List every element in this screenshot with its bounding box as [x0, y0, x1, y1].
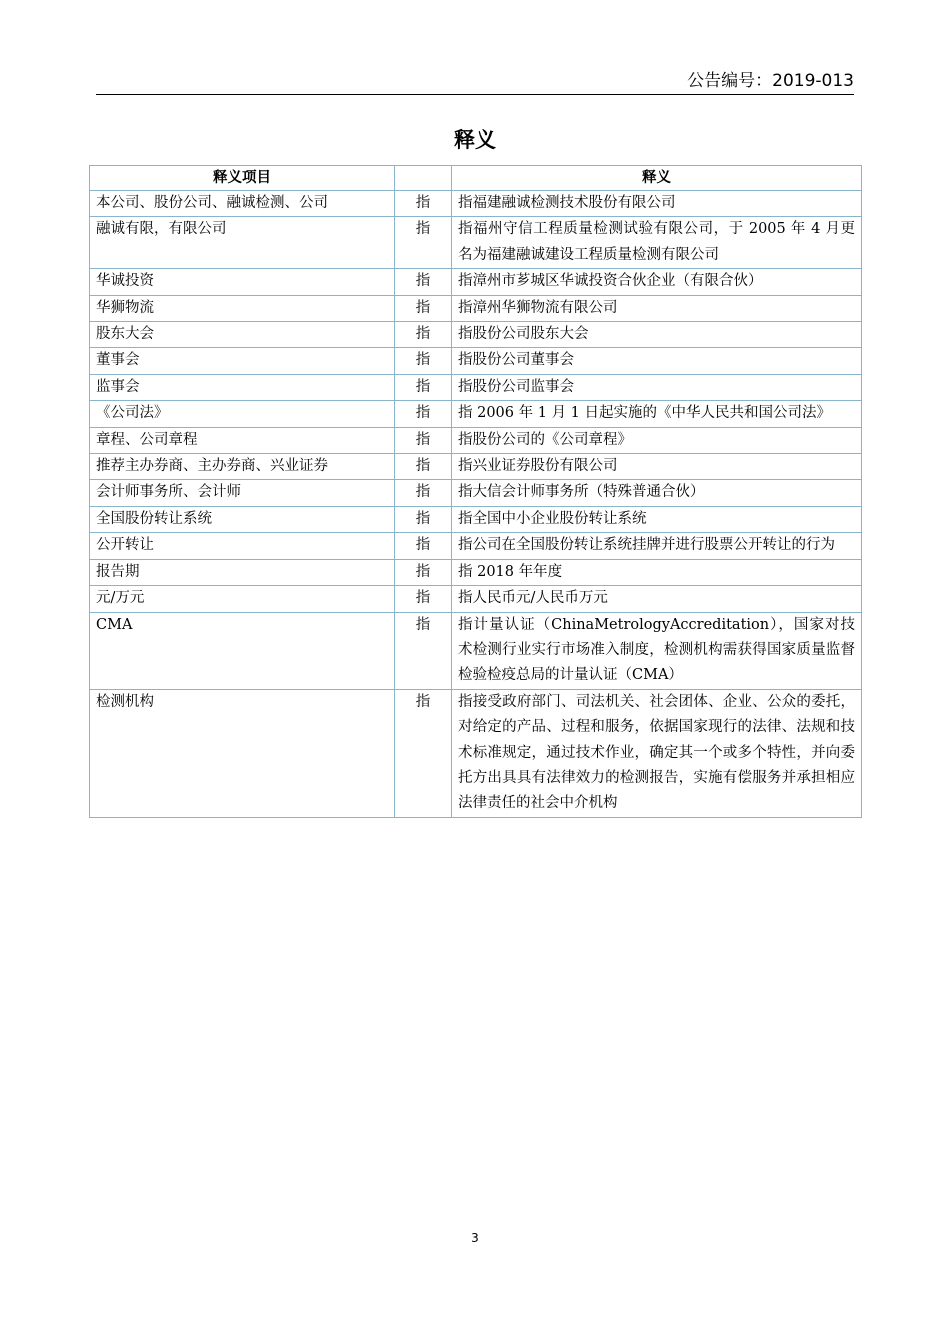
- table-row: [90, 191, 862, 217]
- definition-cell: 指股份公司监事会: [452, 374, 862, 400]
- header-mid: [395, 166, 452, 191]
- definition-cell: 指股份公司股东大会: [452, 322, 862, 348]
- mid-cell: 指: [395, 374, 452, 400]
- definition-cell: 指接受政府部门、司法机关、社会团体、企业、公众的委托，对给定的产品、过程和服务，依据国家现行的法律、法规和技术标准规定，通过技术作业，确定其一个或多个特性，并向委托方出具具有法律效力的检测报告，实施有偿服务并承担相应法律责任的社会中介机构: [452, 689, 862, 817]
- term-cell: 《公司法》: [90, 401, 395, 427]
- definition-cell: 指漳州市芗城区华诚投资合伙企业（有限合伙）: [452, 269, 862, 295]
- table-row: [90, 454, 862, 480]
- definition-cell: 指计量认证（ChinaMetrologyAccreditation），国家对技术检测行业实行市场准入制度，检测机构需获得国家质量监督检验检疫总局的计量认证（CMA）: [452, 612, 862, 689]
- mid-cell: 指: [395, 348, 452, 374]
- table-row: [90, 689, 862, 817]
- table-row: [90, 374, 862, 400]
- header-term: 释义项目: [90, 166, 395, 191]
- mid-cell: 指: [395, 480, 452, 506]
- mid-cell: 指: [395, 427, 452, 453]
- page-title: 释义: [454, 128, 496, 152]
- definition-cell: 指公司在全国股份转让系统挂牌并进行股票公开转让的行为: [452, 533, 862, 559]
- definition-cell: 指人民币元/人民币万元: [452, 586, 862, 612]
- table-row: [90, 612, 862, 689]
- definition-cell: 指全国中小企业股份转让系统: [452, 506, 862, 532]
- table-row: [90, 322, 862, 348]
- mid-cell: 指: [395, 533, 452, 559]
- table-row: [90, 295, 862, 321]
- mid-cell: 指: [395, 612, 452, 689]
- table-row: [90, 348, 862, 374]
- term-cell: 公开转让: [90, 533, 395, 559]
- term-cell: 报告期: [90, 559, 395, 585]
- page-number: 3: [471, 1231, 479, 1245]
- table-header-row: [90, 166, 862, 191]
- term-cell: 会计师事务所、会计师: [90, 480, 395, 506]
- mid-cell: 指: [395, 295, 452, 321]
- term-cell: 华狮物流: [90, 295, 395, 321]
- table-row: [90, 480, 862, 506]
- definition-cell: 指股份公司董事会: [452, 348, 862, 374]
- mid-cell: 指: [395, 322, 452, 348]
- table-row: [90, 217, 862, 269]
- definition-cell: 指漳州华狮物流有限公司: [452, 295, 862, 321]
- definitions-table: [89, 165, 862, 818]
- mid-cell: 指: [395, 401, 452, 427]
- term-cell: 华诚投资: [90, 269, 395, 295]
- mid-cell: 指: [395, 506, 452, 532]
- table-row: [90, 533, 862, 559]
- definition-cell: 指福建融诚检测技术股份有限公司: [452, 191, 862, 217]
- mid-cell: 指: [395, 454, 452, 480]
- definition-cell: 指股份公司的《公司章程》: [452, 427, 862, 453]
- term-cell: 全国股份转让系统: [90, 506, 395, 532]
- term-cell: CMA: [90, 612, 395, 689]
- table-row: [90, 269, 862, 295]
- term-cell: 董事会: [90, 348, 395, 374]
- term-cell: 章程、公司章程: [90, 427, 395, 453]
- mid-cell: 指: [395, 191, 452, 217]
- mid-cell: 指: [395, 689, 452, 817]
- mid-cell: 指: [395, 586, 452, 612]
- table-row: [90, 506, 862, 532]
- mid-cell: 指: [395, 559, 452, 585]
- term-cell: 检测机构: [90, 689, 395, 817]
- mid-cell: 指: [395, 217, 452, 269]
- term-cell: 融诚有限，有限公司: [90, 217, 395, 269]
- table-row: [90, 401, 862, 427]
- definition-cell: 指大信会计师事务所（特殊普通合伙）: [452, 480, 862, 506]
- term-cell: 元/万元: [90, 586, 395, 612]
- definition-cell: 指 2018 年年度: [452, 559, 862, 585]
- table-row: [90, 427, 862, 453]
- mid-cell: 指: [395, 269, 452, 295]
- term-cell: 本公司、股份公司、融诚检测、公司: [90, 191, 395, 217]
- announcement-number: 公告编号：2019-013: [96, 68, 854, 95]
- definition-cell: 指 2006 年 1 月 1 日起实施的《中华人民共和国公司法》: [452, 401, 862, 427]
- definition-cell: 指兴业证券股份有限公司: [452, 454, 862, 480]
- table-row: [90, 586, 862, 612]
- term-cell: 股东大会: [90, 322, 395, 348]
- definition-cell: 指福州守信工程质量检测试验有限公司，于 2005 年 4 月更名为福建融诚建设工程质量检测有限公司: [452, 217, 862, 269]
- table-row: [90, 559, 862, 585]
- header-definition: 释义: [452, 166, 862, 191]
- term-cell: 监事会: [90, 374, 395, 400]
- term-cell: 推荐主办券商、主办券商、兴业证券: [90, 454, 395, 480]
